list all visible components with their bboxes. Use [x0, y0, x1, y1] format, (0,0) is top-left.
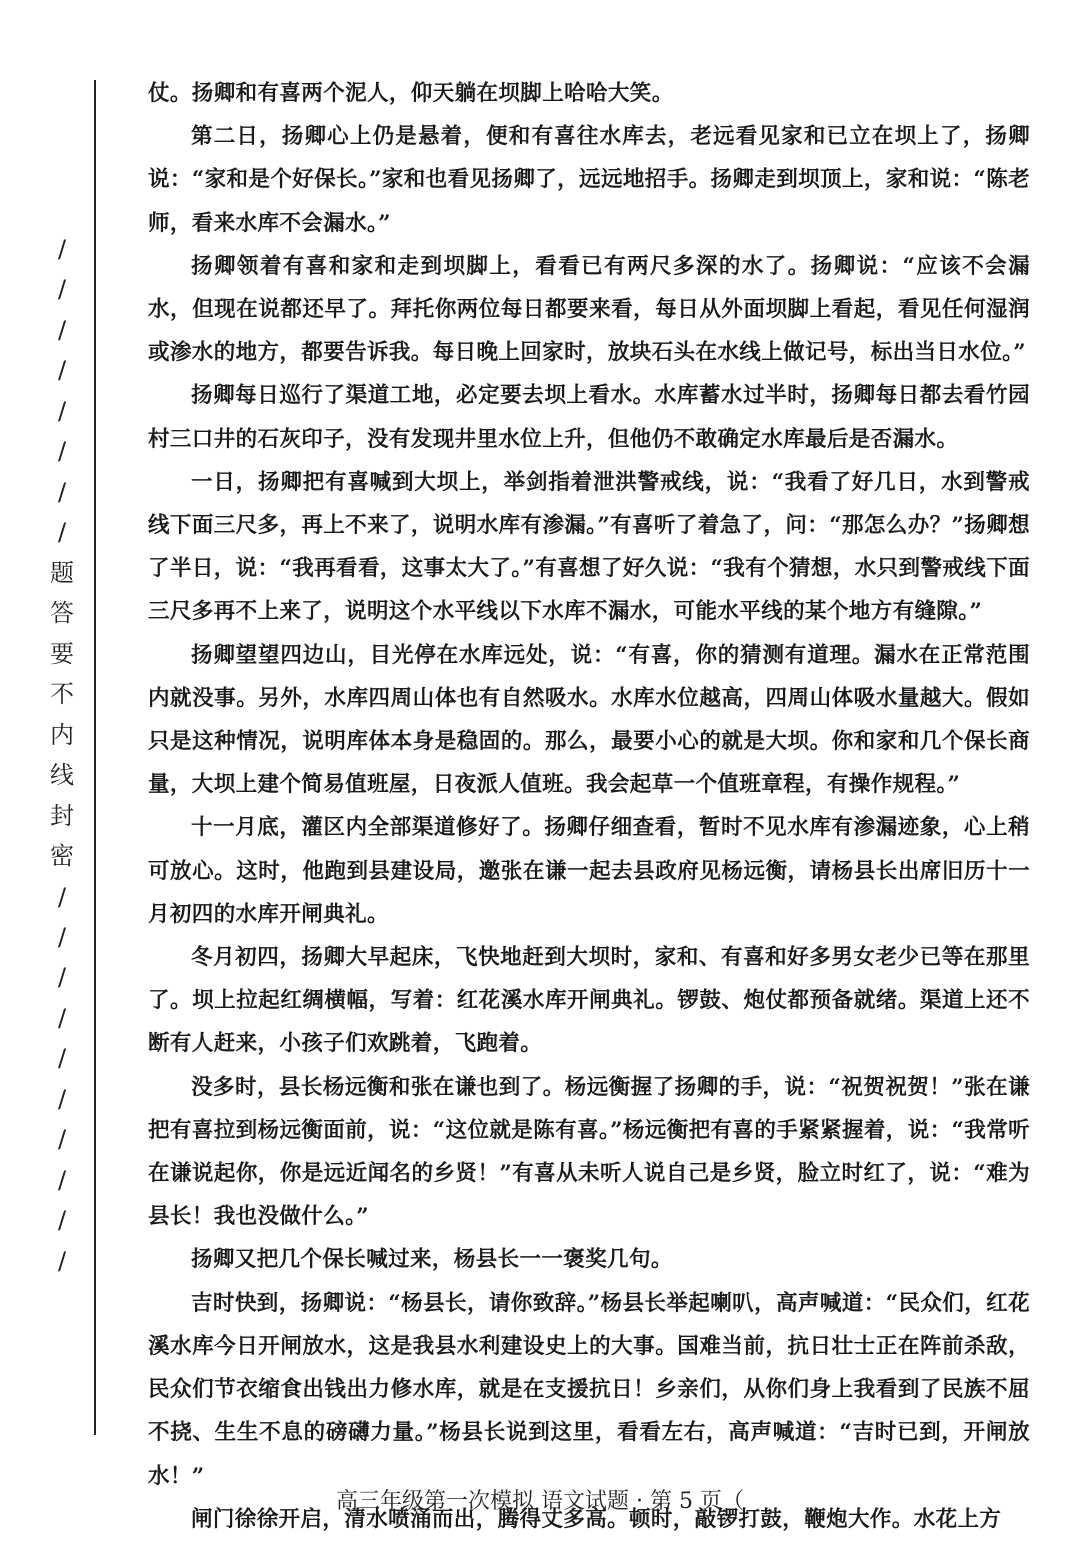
paragraph: 闸门徐徐开启，清水喷涌而出，腾得丈多高。顿时，敲锣打鼓，鞭炮大作。水花上方 — [191, 1506, 1002, 1532]
seal-char: 答 — [50, 599, 74, 628]
paragraph: 扬卿望望四边山，目光停在水库远处，说：“有喜，你的猜测有道理。漏水在正常范围内就没事。另外，水库四周山体也有自然吸水。水库水位越高，四周山体吸水量越大。假如只是这种情况，说明库体本身是稳固的。那么，最要小心的就是大坝。你和家和几个保长商量，大坝上建个简易值班屋，日夜派人值班。我会起草一个值班章程，有操作规程。” — [148, 642, 1030, 798]
seal-slash: / — [57, 1206, 67, 1235]
seal-slash: / — [57, 1246, 67, 1275]
paragraph: 扬卿又把几个保长喊过来，杨县长一一褒奖几句。 — [191, 1247, 673, 1273]
seal-char: 密 — [50, 842, 74, 871]
paragraph: 扬卿领着有喜和家和走到坝脚上，看看已有两尺多深的水了。扬卿说：“应该不会漏水，但现在说都还早了。拜托你两位每日都要来看，每日从外面坝脚上看起，看见任何湿润或渗水的地方，都要告诉我。每日晚上回家时，放块石头在水线上做记号，标出当日水位。” — [148, 253, 1030, 366]
seal-slash: / — [57, 1003, 67, 1032]
seal-char: 线 — [50, 761, 74, 790]
paragraph: 吉时快到，扬卿说：“杨县长，请你致辞。”杨县长举起喇叭，高声喊道：“民众们，红花溪水库今日开闸放水，这是我县水利建设史上的大事。国难当前，抗日壮士正在阵前杀敌，民众们节衣缩食出钱出力修水库，就是在支援抗日！乡亲们，从你们身上我看到了民族不屈不挠、生生不息的磅礴力量。”杨县长说到这里，看看左右，高声喊道：“吉时已到，开闸放水！” — [148, 1290, 1030, 1489]
seal-slash: / — [57, 235, 67, 263]
seal-slash: / — [57, 356, 67, 385]
seal-slash: / — [57, 1165, 67, 1194]
binding-line — [94, 80, 96, 1435]
paragraph: 没多时，县长杨远衡和张在谦也到了。杨远衡握了扬卿的手，说：“祝贺祝贺！”张在谦把有喜拉到杨远衡面前，说：“这位就是陈有喜。”杨远衡把有喜的手紧紧握着，说：“我常听在谦说起你，你是远近闻名的乡贤！”有喜从未听人说自己是乡贤，脸立时红了，说：“难为县长！我也没做什么。” — [148, 1074, 1030, 1230]
seal-char: 要 — [50, 639, 74, 668]
paragraph: 一日，扬卿把有喜喊到大坝上，举剑指着泄洪警戒线，说：“我看了好几日，水到警戒线下面三尺多，再上不来了，说明水库有渗漏。”有喜听了着急了，问：“那怎么办？”扬卿想了半日，说：“我再看看，这事太大了。”有喜想了好久说：“我有个猜想，水只到警戒线下面三尺多再不上来了，说明这个水平线以下水库不漏水，可能水平线的某个地方有缝隙。” — [148, 469, 1030, 625]
seal-slash: / — [57, 477, 67, 506]
seal-char: 内 — [50, 720, 74, 749]
seal-slash: / — [57, 1125, 67, 1154]
paragraph: 仗。扬卿和有喜两个泥人，仰天躺在坝脚上哈哈大笑。 — [148, 81, 674, 106]
seal-char: 封 — [50, 801, 74, 830]
paragraph: 冬月初四，扬卿大早起床，飞快地赶到大坝时，家和、有喜和好多男女老少已等在那里了。坝上拉起红绸横幅，写着：红花溪水库开闸典礼。锣鼓、炮仗都预备就绪。渠道上还不断有人赶来，小孩子们欢跳着，飞跑着。 — [148, 945, 1030, 1057]
seal-char: 不 — [50, 680, 74, 709]
seal-slash: / — [57, 275, 67, 304]
paragraph: 十一月底，灌区内全部渠道修好了。扬卿仔细查看，暂时不见水库有渗漏迹象，心上稍可放心。这时，他跑到县建设局，邀张在谦一起去县政府见杨远衡，请杨县长出席旧历十一月初四的水库开闸典礼。 — [148, 815, 1030, 927]
page-footer: 高三年级第一次模拟 语文试题 · 第 5 页（ — [336, 1489, 744, 1514]
seal-char: 题 — [50, 558, 74, 587]
seal-line-margin — [40, 235, 84, 1275]
seal-slash: / — [57, 315, 67, 344]
paragraph: 第二日，扬卿心上仍是悬着，便和有喜往水库去，老远看见家和已立在坝上了，扬卿说：“家和是个好保长。”家和也看见扬卿了，远远地招手。扬卿走到坝顶上，家和说：“陈老师，看来水库不会漏水。” — [148, 124, 1030, 236]
seal-slash: / — [57, 882, 67, 911]
seal-slash: / — [57, 518, 67, 547]
seal-slash: / — [57, 1084, 67, 1113]
seal-slash: / — [57, 396, 67, 425]
paragraph: 扬卿每日巡行了渠道工地，必定要去坝上看水。水库蓄水过半时，扬卿每日都去看竹园村三口井的石灰印子，没有发现井里水位上升，但他仍不敢确定水库最后是否漏水。 — [148, 383, 1030, 452]
seal-slash: / — [57, 963, 67, 992]
seal-slash: / — [57, 437, 67, 466]
seal-slash: / — [57, 1044, 67, 1073]
article-body — [148, 72, 1030, 1541]
seal-slash: / — [57, 922, 67, 951]
